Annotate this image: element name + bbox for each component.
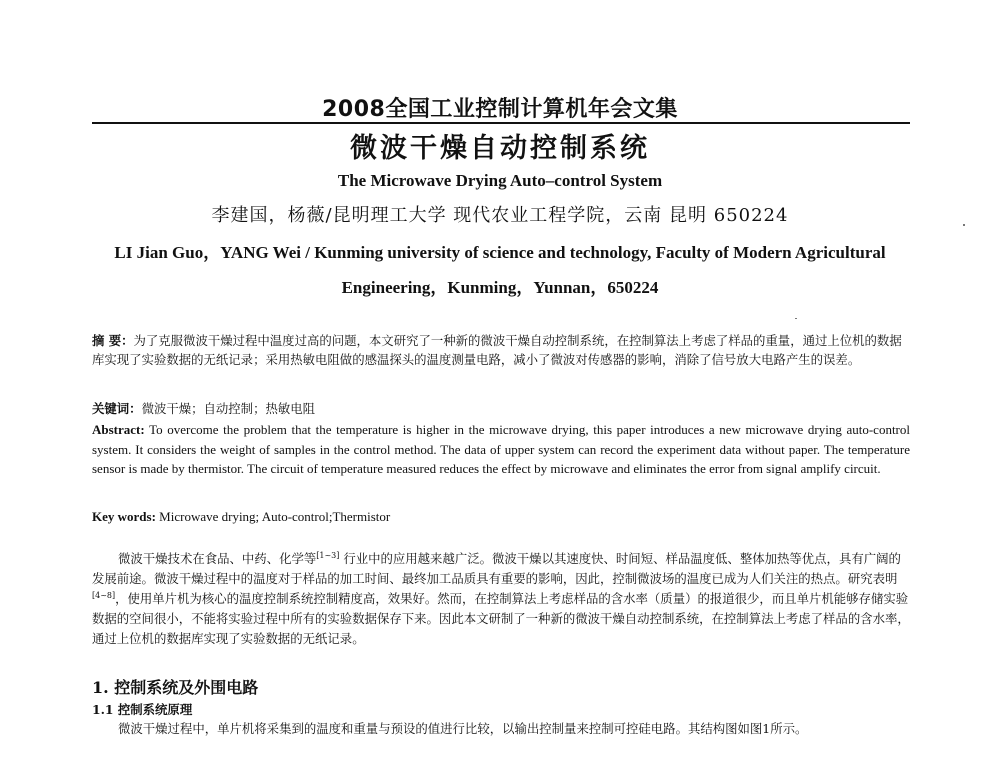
intro-part2: 行业中的应用越来越广泛。微波干燥以其速度快、时间短、样品温度低、整体加热等优点，具有广阔的发展前途。微波干燥过程中的温度对于样品的加工时间、最终加工品质具有重要的影响，因此，控制微波场的温度已成为人们关注的热点。研究表明 (92, 551, 901, 586)
keywords-en (92, 507, 910, 526)
authors-zh: 李建国，杨薇/昆明理工大学 现代农业工程学院，云南 昆明 650224 (211, 205, 789, 226)
introduction-paragraph (92, 549, 910, 649)
abstract-en-text: To overcome the problem that the temperature is higher in the microwave drying, this paper introduces a new microwave drying auto-control system. It considers the weight of samples in the control method. The data of upper system can record the experiment data without paper. The temperature sensor is made by thermistor. The circuit of temperature measured reduces the effect by microwave and eliminates the error from signal amplify circuit. (92, 422, 910, 476)
keywords-en-text: Microwave drying; Auto-control;Thermistor (155, 509, 391, 524)
keywords-zh-text: 微波干燥；自动控制；热敏电阻 (141, 401, 316, 416)
authors-en-line2: Engineering，Kunming，Yunnan，650224 (341, 278, 659, 297)
keywords-zh-label: 关键词： (92, 401, 142, 416)
abstract-en (92, 420, 910, 479)
section-1-1-heading: 1.1 控制系统原理 (92, 702, 193, 717)
header-rule (92, 122, 910, 124)
citation-1-3: [1~3] (316, 550, 340, 560)
scan-speck (795, 318, 797, 319)
abstract-en-label: Abstract: (92, 422, 145, 437)
abstract-zh-text: 为了克服微波干燥过程中温度过高的问题，本文研究了一种新的微波干燥自动控制系统，在控制算法上考虑了样品的重量，通过上位机的数据库实现了实验数据的无纸记录；采用热敏电阻做的感温探头的温度测量电路，减小了微波对传感器的影响，消除了信号放大电路产生的误差。 (92, 333, 902, 367)
keywords-zh (92, 399, 910, 418)
paper-title-en: The Microwave Drying Auto–control System (337, 171, 663, 190)
section-1-1-paragraph: 微波干燥过程中，单片机将采集到的温度和重量与预设的值进行比较，以输出控制量来控制可控硅电路。其结构图如图1所示。 (118, 721, 808, 736)
keywords-en-label: Key words: (92, 509, 156, 524)
intro-part3: ，使用单片机为核心的温度控制系统控制精度高，效果好。然而，在控制算法上考虑样品的含水率（质量）的报道很少，而且单片机能够存储实验数据的空间很小，不能将实验过程中所有的实验数据保存下来。因此本文研制了一种新的微波干燥自动控制系统，在控制算法上考虑了样品的含水率，通过上位机的数据库实现了实验数据的无纸记录。 (92, 591, 910, 646)
authors-en-line1: LI Jian Guo，YANG Wei / Kunming university of science and technology, Faculty of Modern Agricultural (114, 243, 886, 262)
scan-speck (963, 224, 965, 226)
citation-4-8: [4~8] (92, 590, 116, 600)
paper-title-zh: 微波干燥自动控制系统 (350, 133, 650, 164)
intro-part1: 微波干燥技术在食品、中药、化学等 (118, 551, 317, 566)
section-1-heading: 1. 控制系统及外围电路 (92, 678, 259, 697)
proceedings-header: 2008全国工业控制计算机年会文集 (322, 97, 678, 122)
abstract-zh (92, 331, 910, 369)
abstract-zh-label: 摘 要： (92, 333, 134, 348)
